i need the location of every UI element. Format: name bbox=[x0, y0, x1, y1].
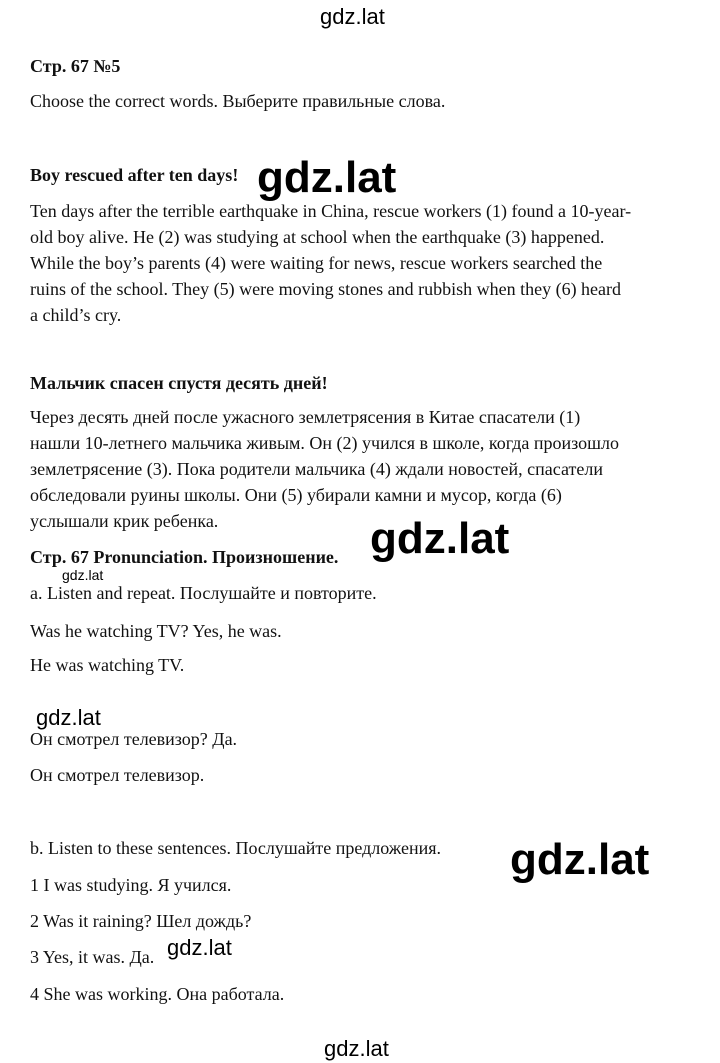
russian-story-text bbox=[30, 404, 700, 534]
part-a-english-sentence: He was watching TV. bbox=[30, 655, 185, 675]
watermark-large-3: gdz.lat bbox=[510, 835, 650, 884]
watermark-small-1: gdz.lat bbox=[62, 567, 104, 583]
part-a-instruction: a. Listen and repeat. Послушайте и повторите. bbox=[30, 583, 377, 603]
text-line: a child’s cry. bbox=[30, 305, 122, 325]
part-a-english-question: Was he watching TV? Yes, he was. bbox=[30, 621, 282, 641]
watermark-small-2: gdz.lat bbox=[36, 705, 101, 730]
text-line: землетрясение (3). Пока родители мальчика (4) ждали новостей, спасатели bbox=[30, 459, 603, 479]
text-line: old boy alive. He (2) was studying at school when the earthquake (3) happened. bbox=[30, 227, 605, 247]
text-line: While the boy’s parents (4) were waiting for news, rescue workers searched the bbox=[30, 253, 603, 273]
russian-story-title: Мальчик спасен спустя десять дней! bbox=[30, 373, 328, 393]
english-story-text bbox=[30, 198, 700, 328]
text-line: нашли 10-летнего мальчика живым. Он (2) учился в школе, когда произошло bbox=[30, 433, 619, 453]
english-story-title: Boy rescued after ten days! bbox=[30, 165, 239, 185]
watermark-small-3: gdz.lat bbox=[167, 935, 232, 960]
watermark-bottom: gdz.lat bbox=[324, 1036, 389, 1061]
exercise-instruction: Choose the correct words. Выберите правильные слова. bbox=[30, 91, 446, 111]
watermark-large-1: gdz.lat bbox=[257, 153, 397, 202]
watermark-large-2: gdz.lat bbox=[370, 514, 510, 563]
text-line: Через десять дней после ужасного землетрясения в Китае спасатели (1) bbox=[30, 407, 581, 427]
part-b-item-2: 2 Was it raining? Шел дождь? bbox=[30, 911, 252, 931]
text-line: услышали крик ребенка. bbox=[30, 511, 219, 531]
part-a-russian-question: Он смотрел телевизор? Да. bbox=[30, 729, 238, 749]
text-line: обследовали руины школы. Они (5) убирали камни и мусор, когда (6) bbox=[30, 485, 562, 505]
part-a-russian-sentence: Он смотрел телевизор. bbox=[30, 765, 205, 785]
text-line: Ten days after the terrible earthquake in China, rescue workers (1) found a 10-year- bbox=[30, 201, 632, 221]
exercise-heading: Стр. 67 №5 bbox=[30, 56, 121, 76]
part-b-item-4: 4 She was working. Она работала. bbox=[30, 984, 285, 1004]
text-line: ruins of the school. They (5) were moving stones and rubbish when they (6) heard bbox=[30, 279, 622, 299]
watermark-top: gdz.lat bbox=[320, 4, 385, 29]
part-b-item-1: 1 I was studying. Я учился. bbox=[30, 875, 232, 895]
pronunciation-heading: Стр. 67 Pronunciation. Произношение. bbox=[30, 547, 339, 567]
part-b-instruction: b. Listen to these sentences. Послушайте предложения. bbox=[30, 838, 442, 858]
part-b-item-3: 3 Yes, it was. Да. bbox=[30, 947, 155, 967]
